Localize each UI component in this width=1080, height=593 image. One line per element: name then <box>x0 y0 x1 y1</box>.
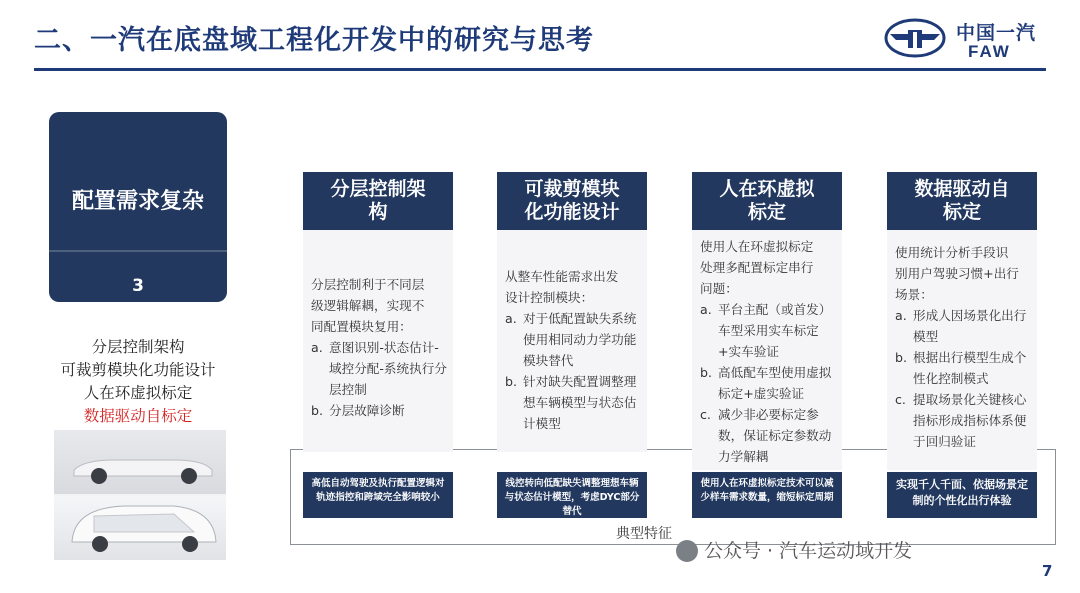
feature-list-item: 分层控制架构 <box>91 338 185 356</box>
column-hil-calibration <box>692 172 842 470</box>
logo-english-text: FAW <box>968 42 1011 61</box>
list-item: a. 对于低配置缺失系统使用相同动力学功能模块替代 <box>505 311 637 368</box>
typical-features-label: 典型特征 <box>610 523 678 543</box>
wechat-icon <box>676 540 698 562</box>
column-body: 使用人在环虚拟标定 处理多配置标定串行 问题： a. 平台主配（或首发）车型采用实车标定+实车验证 b. 高低配车型使用虚拟标定+虚实验证 c. 减少非必要标定参数，保证标定参数动力学解耦 <box>692 230 842 470</box>
logo-chinese-text: 中国一汽 <box>956 22 1037 44</box>
vehicle-images <box>54 430 226 560</box>
column-modular-design <box>497 172 647 452</box>
feature-list-item: 人在环虚拟标定 <box>83 384 193 402</box>
list-item: a. 意图识别-状态估计-域控分配-系统执行分层控制 <box>311 340 447 397</box>
card-divider <box>49 247 227 255</box>
feature-list <box>40 336 236 428</box>
vehicle-chassis-image <box>54 430 226 494</box>
chassis-illustration-icon <box>54 430 226 494</box>
list-item: a. 平台主配（或首发）车型采用实车标定+实车验证 <box>700 302 832 359</box>
column-body: 从整车性能需求出发 设计控制模块： a. 对于低配置缺失系统使用相同动力学功能模块替代 b. 针对缺失配置调整理想车辆模型与状态估计模型 <box>497 230 647 452</box>
column-layered-architecture <box>303 172 453 452</box>
requirement-card-title: 配置需求复杂 <box>71 189 204 214</box>
column-feature-box: 使用人在环虚拟标定技术可以减少样车需求数量，缩短标定周期 <box>692 472 842 518</box>
list-item: c. 减少非必要标定参数，保证标定参数动力学解耦 <box>700 407 832 464</box>
requirement-card-number: 3 <box>132 276 144 296</box>
column-heading: 可裁剪模块 化功能设计 <box>497 172 647 230</box>
requirement-card <box>49 112 227 302</box>
list-item: a. 形成人因场景化出行模型 <box>895 308 1027 344</box>
page-number: 7 <box>1042 562 1053 580</box>
feature-list-item: 可裁剪模块化功能设计 <box>60 361 216 379</box>
list-item: b. 分层故障诊断 <box>311 403 405 418</box>
feature-list-item-highlighted: 数据驱动自标定 <box>83 407 193 425</box>
faw-emblem-icon <box>884 18 946 58</box>
watermark-text: 公众号 · 汽车运动域开发 <box>704 540 913 562</box>
column-heading: 分层控制架 构 <box>303 172 453 230</box>
vehicle-illustration-icon <box>54 496 226 560</box>
column-feature-box: 高低自动驾驶及执行配置逻辑对轨迹指控和跨域完全影响较小 <box>303 472 453 518</box>
column-data-driven-calibration <box>887 172 1037 470</box>
column-body: 使用统计分析手段识 别用户驾驶习惯+出行 场景： a. 形成人因场景化出行模型 b. 根据出行模型生成个性化控制模式 c. 提取场景化关键核心指标形成指标体系便于回归验证 <box>887 230 1037 470</box>
column-heading: 数据驱动自 标定 <box>887 172 1037 230</box>
page-title: 二、一汽在底盘域工程化开发中的研究与思考 <box>34 25 594 56</box>
title-divider <box>34 68 1046 71</box>
vehicle-body-image <box>54 496 226 560</box>
column-body: 分层控制利于不同层 级逻辑解耦，实现不 同配置模块复用： a. 意图识别-状态估计-域控分配-系统执行分层控制 b. 分层故障诊断 <box>303 230 453 452</box>
column-feature-box: 实现千人千面、依据场景定制的个性化出行体验 <box>887 472 1037 518</box>
list-item: b. 针对缺失配置调整理想车辆模型与状态估计模型 <box>505 374 637 431</box>
column-feature-box: 线控转向低配缺失调整理想车辆与状态估计模型，考虑DYC部分替代 <box>497 472 647 518</box>
list-item: b. 高低配车型使用虚拟标定+虚实验证 <box>700 365 832 401</box>
column-heading: 人在环虚拟 标定 <box>692 172 842 230</box>
list-item: c. 提取场景化关键核心指标形成指标体系便于回归验证 <box>895 392 1027 449</box>
list-item: b. 根据出行模型生成个性化控制模式 <box>895 350 1027 386</box>
faw-logo <box>884 14 1044 64</box>
